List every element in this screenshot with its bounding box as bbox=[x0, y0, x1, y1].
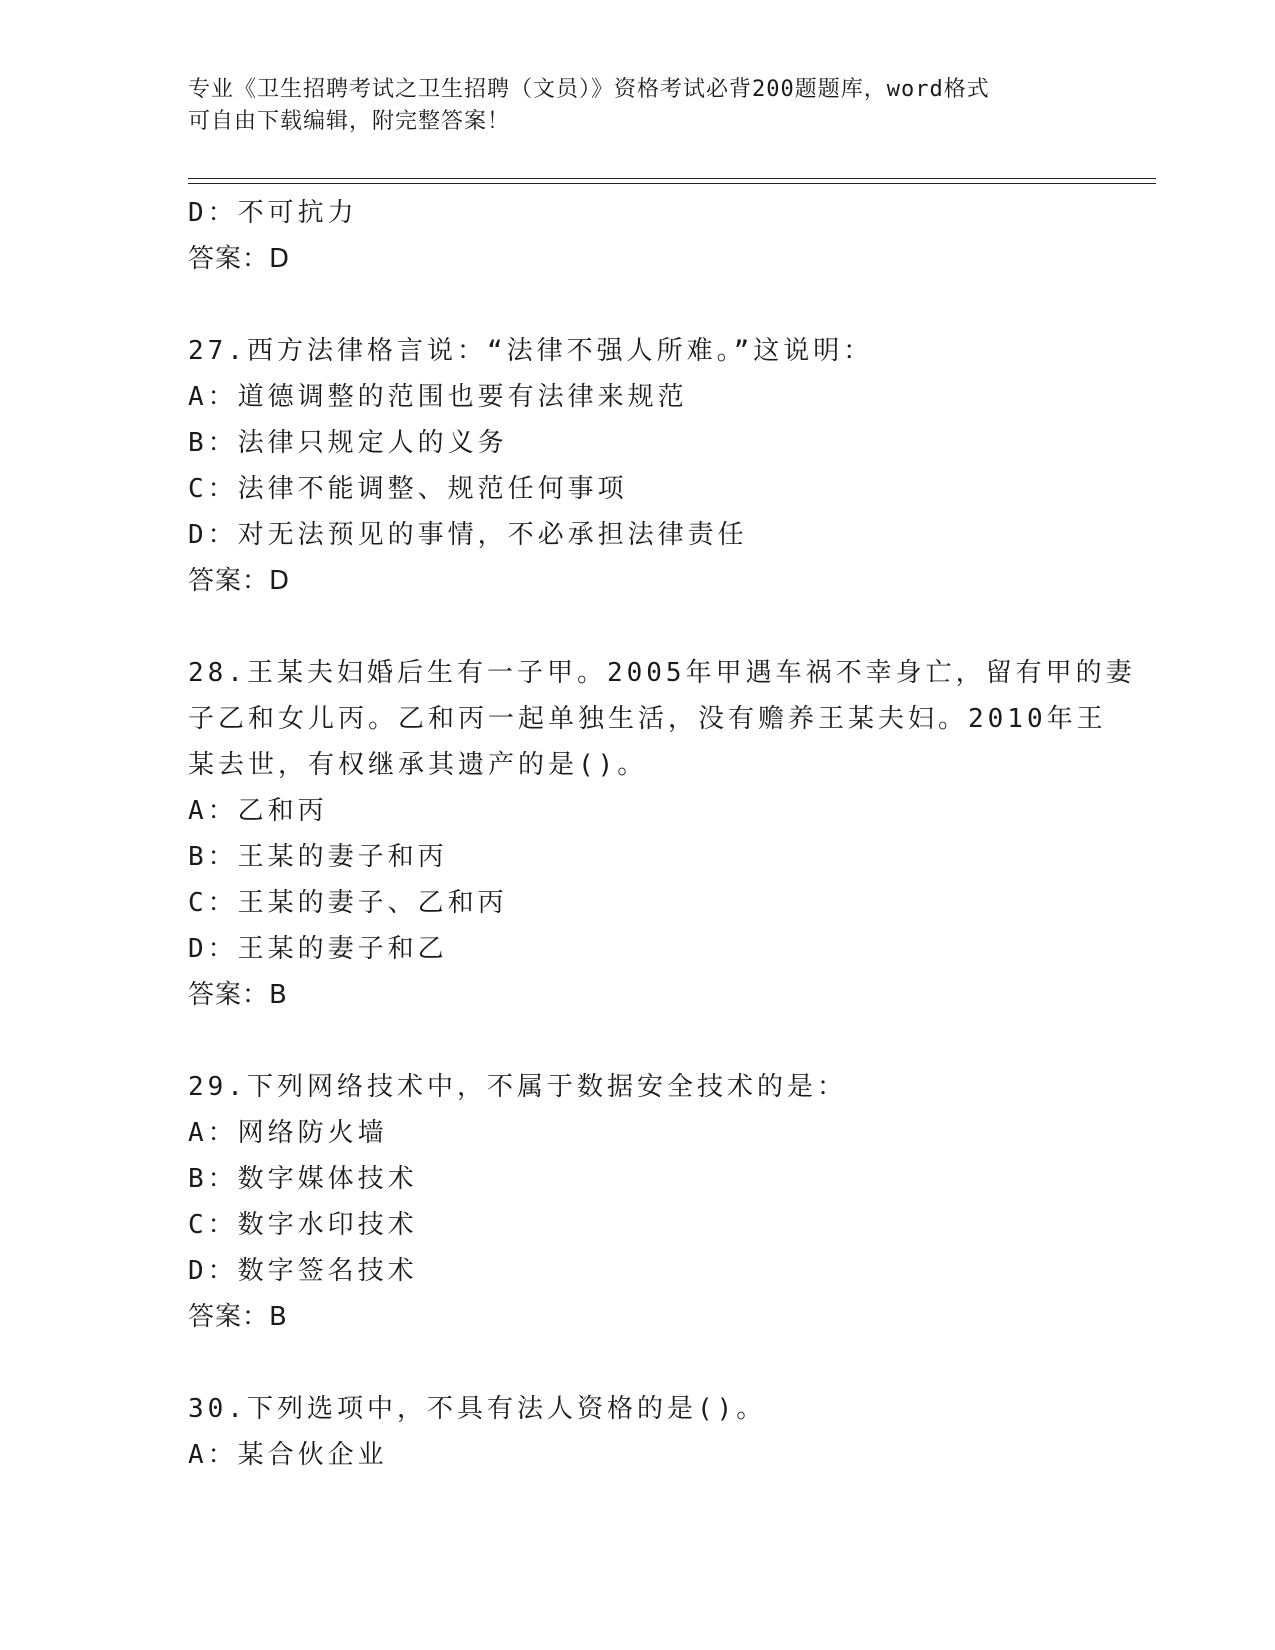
question-text-line-2: 子乙和女儿丙。乙和丙一起单独生活，没有赡养王某夫妇。2010年王 bbox=[188, 704, 1107, 734]
option-d: D：不可抗力 bbox=[188, 198, 358, 228]
question-text: 30.下列选项中，不具有法人资格的是()。 bbox=[188, 1394, 767, 1424]
question-30 bbox=[188, 1386, 1088, 1478]
option-d: D：王某的妻子和乙 bbox=[188, 934, 448, 964]
header-title-line-1: 专业《卫生招聘考试之卫生招聘（文员）》资格考试必背200题题库，word格式 bbox=[188, 77, 990, 102]
answer-line: 答案：B bbox=[188, 1302, 288, 1332]
option-b: B：王某的妻子和丙 bbox=[188, 842, 448, 872]
option-c: C：王某的妻子、乙和丙 bbox=[188, 888, 508, 918]
question-text-line-3: 某去世，有权继承其遗产的是()。 bbox=[188, 750, 648, 780]
question-29 bbox=[188, 1064, 1088, 1340]
option-c: C：法律不能调整、规范任何事项 bbox=[188, 474, 628, 504]
header-divider-top bbox=[188, 178, 1156, 179]
option-a: A：网络防火墙 bbox=[188, 1118, 388, 1148]
question-27 bbox=[188, 328, 1088, 604]
option-a: A：道德调整的范围也要有法律来规范 bbox=[188, 382, 688, 412]
question-text: 29.下列网络技术中，不属于数据安全技术的是： bbox=[188, 1072, 847, 1102]
answer-line: 答案：D bbox=[188, 566, 291, 596]
question-content bbox=[188, 190, 1136, 1524]
option-d: D：数字签名技术 bbox=[188, 1256, 418, 1286]
header-divider-bottom bbox=[188, 183, 1156, 184]
option-b: B：数字媒体技术 bbox=[188, 1164, 418, 1194]
option-a: A：某合伙企业 bbox=[188, 1440, 388, 1470]
header-title-line-2: 可自由下载编辑，附完整答案！ bbox=[188, 109, 511, 134]
document-header bbox=[188, 74, 1088, 138]
answer-line: 答案：D bbox=[188, 244, 291, 274]
option-b: B：法律只规定人的义务 bbox=[188, 428, 508, 458]
question-text-line-1: 28.王某夫妇婚后生有一子甲。2005年甲遇车祸不幸身亡，留有甲的妻 bbox=[188, 658, 1136, 688]
option-d: D：对无法预见的事情，不必承担法律责任 bbox=[188, 520, 748, 550]
option-a: A：乙和丙 bbox=[188, 796, 328, 826]
answer-line: 答案：B bbox=[188, 980, 288, 1010]
previous-question-tail bbox=[188, 190, 1088, 282]
question-28 bbox=[188, 650, 1136, 1018]
option-c: C：数字水印技术 bbox=[188, 1210, 418, 1240]
question-text: 27.西方法律格言说：“法律不强人所难。”这说明： bbox=[188, 336, 874, 366]
